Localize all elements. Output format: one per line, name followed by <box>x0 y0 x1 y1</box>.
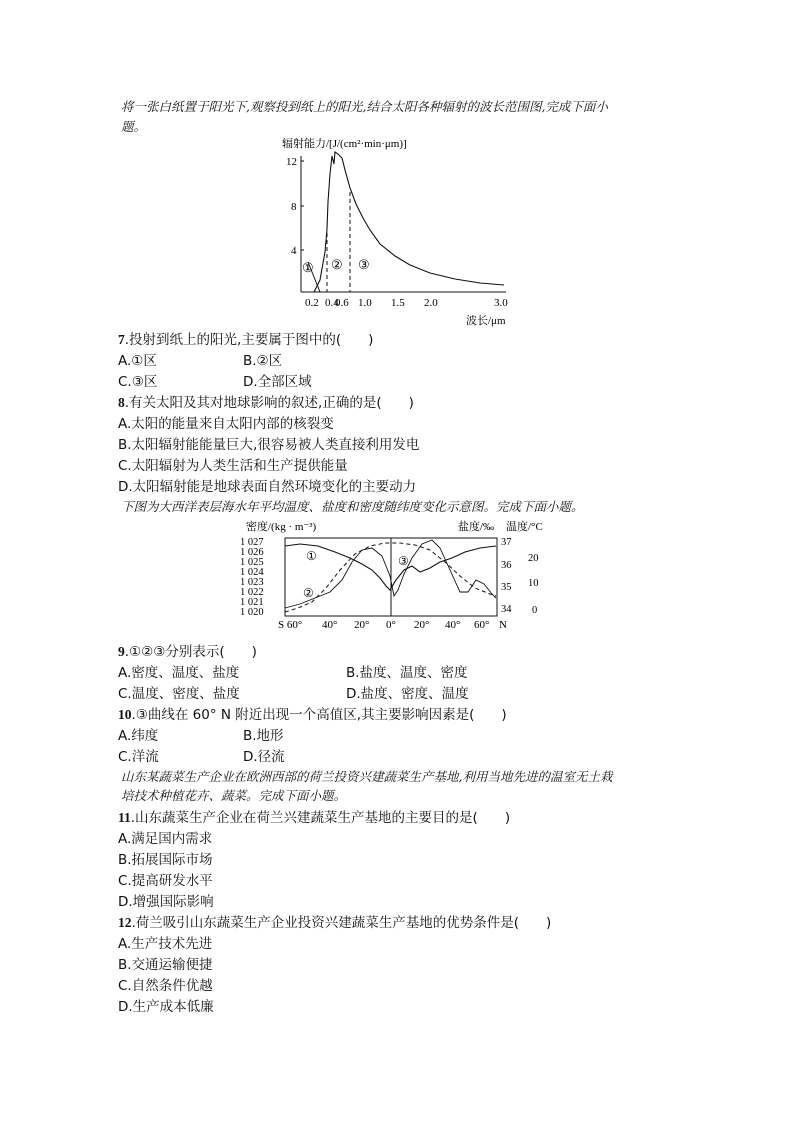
question-10 <box>118 703 507 723</box>
chart2-x-tick: S 60° <box>278 619 303 631</box>
chart2-x-tick: 20° <box>414 619 430 631</box>
q11-option-a[interactable]: A.满足国内需求 <box>118 831 213 847</box>
intro-text-2: 下图为大西洋表层海水年平均温度、盐度和密度随纬度变化示意图。完成下面小题。 <box>121 499 584 514</box>
chart2-density-tick: 1 025 <box>240 557 264 568</box>
chart2-density-tick: 1 024 <box>240 567 264 578</box>
chart1-ytick: 8 <box>291 201 297 213</box>
chart1-xtick: 0.4 <box>325 297 339 309</box>
question-9 <box>118 640 257 660</box>
chart2-density-tick: 1 023 <box>240 577 264 588</box>
intro-text-3-line2: 培技术种植花卉、蔬菜。完成下面小题。 <box>121 788 347 803</box>
chart2-density-tick: 1 027 <box>240 537 264 548</box>
intro-text-1-line2: 题。 <box>121 119 147 134</box>
q9-option-d[interactable]: D.盐度、密度、温度 <box>346 686 469 702</box>
chart2-salinity-tick: 37 <box>501 537 512 548</box>
q7-option-b[interactable]: B.②区 <box>243 353 283 369</box>
chart2-x-tick: N <box>499 619 507 631</box>
question-stem: .③曲线在 60° N 附近出现一个高值区,其主要影响因素是( ) <box>131 707 507 723</box>
chart2-curve-label: ① <box>306 549 317 563</box>
chart2-temp-label: 温度/°C <box>506 521 543 533</box>
chart1-xtick: 0.6 <box>335 297 349 309</box>
solar-spectrum-chart <box>270 134 530 330</box>
q12-option-d[interactable]: D.生产成本低廉 <box>118 999 214 1015</box>
q10-option-a[interactable]: A.纬度 <box>118 728 159 744</box>
q8-option-d[interactable]: D.太阳辐射能是地球表面自然环境变化的主要动力 <box>118 479 417 495</box>
question-stem: .山东蔬菜生产企业在荷兰兴建蔬菜生产基地的主要目的是( ) <box>130 810 511 826</box>
question-number: 8 <box>118 395 125 410</box>
chart1-xtick: 3.0 <box>494 297 508 309</box>
chart1-xlabel: 波长/μm <box>466 315 506 327</box>
question-11 <box>118 806 510 826</box>
chart2-salinity-tick: 34 <box>501 604 512 615</box>
q7-option-d[interactable]: D.全部区域 <box>243 374 312 390</box>
chart2-density-tick: 1 021 <box>240 597 264 608</box>
chart2-curve-label: ③ <box>398 554 409 568</box>
chart1-ytick: 12 <box>286 156 297 168</box>
q9-option-b[interactable]: B.盐度、温度、密度 <box>346 665 468 681</box>
chart1-region-label: ③ <box>358 257 370 272</box>
q8-option-a[interactable]: A.太阳的能量来自太阳内部的核裂变 <box>118 416 334 432</box>
chart1-xtick: 2.0 <box>424 297 438 309</box>
atlantic-profile-chart <box>240 518 580 634</box>
q12-option-a[interactable]: A.生产技术先进 <box>118 936 213 952</box>
chart2-density-tick: 1 020 <box>240 607 264 618</box>
question-number: 11 <box>118 810 131 825</box>
question-7 <box>118 328 373 348</box>
q7-option-c[interactable]: C.③区 <box>118 374 158 390</box>
q10-option-d[interactable]: D.径流 <box>243 749 285 765</box>
question-8 <box>118 391 414 411</box>
chart2-temp-tick: 0 <box>532 605 538 616</box>
chart1-ytick: 4 <box>291 245 297 257</box>
chart2-density-tick: 1 022 <box>240 587 264 598</box>
chart2-x-tick: 20° <box>354 619 370 631</box>
chart1-xtick: 0.2 <box>305 297 319 309</box>
question-number: 12 <box>118 915 132 930</box>
intro-text-3-line1: 山东某蔬菜生产企业在欧洲西部的荷兰投资兴建蔬菜生产基地,利用当地先进的温室无土栽 <box>121 769 613 784</box>
question-number: 7 <box>118 332 125 347</box>
q12-option-c[interactable]: C.自然条件优越 <box>118 978 213 994</box>
chart1-xtick: 1.0 <box>358 297 372 309</box>
q12-option-b[interactable]: B.交通运输便捷 <box>118 957 213 973</box>
q10-option-c[interactable]: C.洋流 <box>118 749 159 765</box>
chart2-curve-label: ② <box>303 586 314 600</box>
q9-option-a[interactable]: A.密度、温度、盐度 <box>118 665 240 681</box>
question-number: 9 <box>118 644 125 659</box>
chart2-salinity-label: 盐度/‰ <box>458 521 495 533</box>
question-stem: .荷兰吸引山东蔬菜生产企业投资兴建蔬菜生产基地的优势条件是( ) <box>131 915 552 931</box>
q9-option-c[interactable]: C.温度、密度、盐度 <box>118 686 240 702</box>
chart2-salinity-tick: 35 <box>501 582 512 593</box>
question-stem: .有关太阳及其对地球影响的叙述,正确的是( ) <box>124 395 414 411</box>
chart1-ylabel: 辐射能力/[J/(cm²·min·μm)] <box>282 138 407 150</box>
chart1-xtick: 1.5 <box>391 297 405 309</box>
chart2-x-tick: 0° <box>386 619 396 631</box>
chart2-x-tick: 40° <box>445 619 461 631</box>
chart2-salinity-tick: 36 <box>501 560 512 571</box>
q8-option-b[interactable]: B.太阳辐射能能量巨大,很容易被人类直接利用发电 <box>118 437 420 453</box>
q7-option-a[interactable]: A.①区 <box>118 353 157 369</box>
question-12 <box>118 911 551 931</box>
chart1-region-label: ① <box>302 260 314 275</box>
chart1-region-label: ② <box>331 257 343 272</box>
q11-option-b[interactable]: B.拓展国际市场 <box>118 852 213 868</box>
q8-option-c[interactable]: C.太阳辐射为人类生活和生产提供能量 <box>118 458 348 474</box>
chart2-temp-tick: 20 <box>528 553 539 564</box>
q11-option-c[interactable]: C.提高研发水平 <box>118 873 213 889</box>
chart2-temp-tick: 10 <box>528 578 539 589</box>
chart2-density-tick: 1 026 <box>240 547 264 558</box>
question-stem: .①②③分别表示( ) <box>124 644 257 660</box>
intro-text-1-line1: 将一张白纸置于阳光下,观察投到纸上的阳光,结合太阳各种辐射的波长范围图,完成下面小 <box>121 99 608 114</box>
question-stem: .投射到纸上的阳光,主要属于图中的( ) <box>124 332 374 348</box>
chart2-x-tick: 60° <box>474 619 490 631</box>
chart2-x-tick: 40° <box>322 619 338 631</box>
question-number: 10 <box>118 707 132 722</box>
q11-option-d[interactable]: D.增强国际影响 <box>118 894 214 910</box>
q10-option-b[interactable]: B.地形 <box>243 728 284 744</box>
chart2-density-label: 密度/(kg · m⁻³) <box>246 521 317 533</box>
